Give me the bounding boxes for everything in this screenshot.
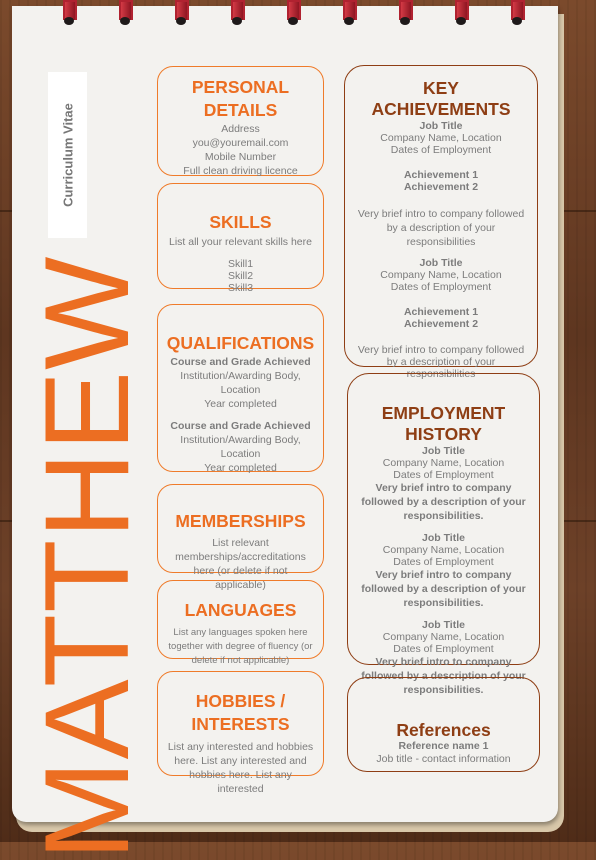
memberships-section <box>157 484 324 591</box>
achievement-item: Achievement 1 <box>403 306 479 318</box>
qualification-title: Course and Grade Achieved <box>170 356 311 368</box>
reference-detail: Job title - contact information <box>376 753 511 765</box>
personal-details-section <box>157 66 324 176</box>
employment-dates: Dates of Employment <box>390 281 492 293</box>
spiral-ring-icon <box>119 0 131 26</box>
personal-details-heading: PERSONAL DETAILS <box>191 77 290 120</box>
company-intro: Very brief intro to company followed by a description of your responsibilities <box>357 344 525 380</box>
qualifications-section <box>157 304 324 472</box>
responsibilities-text: Very brief intro to company followed by a description of your responsibilities. <box>361 569 526 609</box>
licence-line: Full clean driving licence <box>183 165 298 177</box>
hobbies-heading: HOBBIES / INTERESTS <box>191 691 290 734</box>
achievement-item: Achievement 1 <box>403 169 479 181</box>
spiral-ring-icon <box>287 0 299 26</box>
references-heading: References <box>396 720 491 740</box>
reference-name: Reference name 1 <box>398 740 489 752</box>
languages-section <box>157 580 324 666</box>
hobbies-section <box>157 671 324 795</box>
company-name: Company Name, Location <box>380 132 502 144</box>
employment-history-heading: EMPLOYMENT HISTORY <box>381 403 506 444</box>
job-title: Job Title <box>419 257 463 269</box>
achievement-item: Achievement 2 <box>403 181 479 193</box>
company-intro: Very brief intro to company followed by a description of your responsibilities <box>357 208 525 248</box>
spiral-ring-icon <box>231 0 243 26</box>
qualification-body: Institution/Awarding Body, Location <box>180 434 301 460</box>
key-achievements-section <box>344 65 538 380</box>
qualification-year: Year completed <box>204 462 277 474</box>
employment-history-section <box>347 373 540 696</box>
company-name: Company Name, Location <box>382 544 505 556</box>
languages-text: List any languages spoken here together with degree of fluency (or delete if not applicable) <box>168 627 313 666</box>
address-line: Address <box>221 123 260 135</box>
company-name: Company Name, Location <box>380 269 502 281</box>
employment-dates: Dates of Employment <box>390 144 492 156</box>
curriculum-vitae-label: Curriculum Vitae <box>60 103 75 207</box>
skill-item: Skill3 <box>227 282 254 294</box>
company-name: Company Name, Location <box>382 631 505 643</box>
job-title: Job Title <box>419 120 463 132</box>
company-name: Company Name, Location <box>382 457 505 469</box>
spiral-ring-icon <box>455 0 467 26</box>
curriculum-vitae-tab <box>48 72 87 238</box>
job-title: Job Title <box>422 445 465 457</box>
employment-dates: Dates of Employment <box>393 556 494 568</box>
job-title: Job Title <box>422 619 465 631</box>
memberships-heading: MEMBERSHIPS <box>175 511 306 531</box>
skills-heading: SKILLS <box>209 212 272 232</box>
spiral-ring-icon <box>511 0 523 26</box>
skills-section <box>157 183 324 294</box>
email-line: you@youremail.com <box>192 137 289 149</box>
responsibilities-text: Very brief intro to company followed by a description of your responsibilities. <box>361 482 526 522</box>
memberships-text: List relevant memberships/accreditations here (or delete if not applicable) <box>175 537 306 591</box>
spiral-ring-icon <box>343 0 355 26</box>
skill-item: Skill1 <box>227 258 254 270</box>
spiral-ring-icon <box>399 0 411 26</box>
skill-item: Skill2 <box>227 270 254 282</box>
hobbies-text: List any interested and hobbies here. List any interested and hobbies here. List any interested <box>167 741 314 795</box>
qualification-title: Course and Grade Achieved <box>170 420 311 432</box>
candidate-name: MATTHEW <box>20 255 154 860</box>
spiral-ring-icon <box>63 0 75 26</box>
achievement-item: Achievement 2 <box>403 318 479 330</box>
references-section <box>347 677 540 772</box>
qualifications-heading: QUALIFICATIONS <box>166 333 315 353</box>
qualification-body: Institution/Awarding Body, Location <box>180 370 301 396</box>
job-title: Job Title <box>422 532 465 544</box>
mobile-line: Mobile Number <box>204 151 277 163</box>
responsibilities-text: Very brief intro to company followed by a description of your responsibilities. <box>361 656 526 696</box>
languages-heading: LANGUAGES <box>184 600 297 620</box>
skills-intro: List all your relevant skills here <box>169 236 312 248</box>
employment-dates: Dates of Employment <box>393 469 494 481</box>
spiral-ring-icon <box>175 0 187 26</box>
qualification-year: Year completed <box>204 398 277 410</box>
employment-dates: Dates of Employment <box>393 643 494 655</box>
key-achievements-heading: KEY ACHIEVEMENTS <box>371 78 511 119</box>
